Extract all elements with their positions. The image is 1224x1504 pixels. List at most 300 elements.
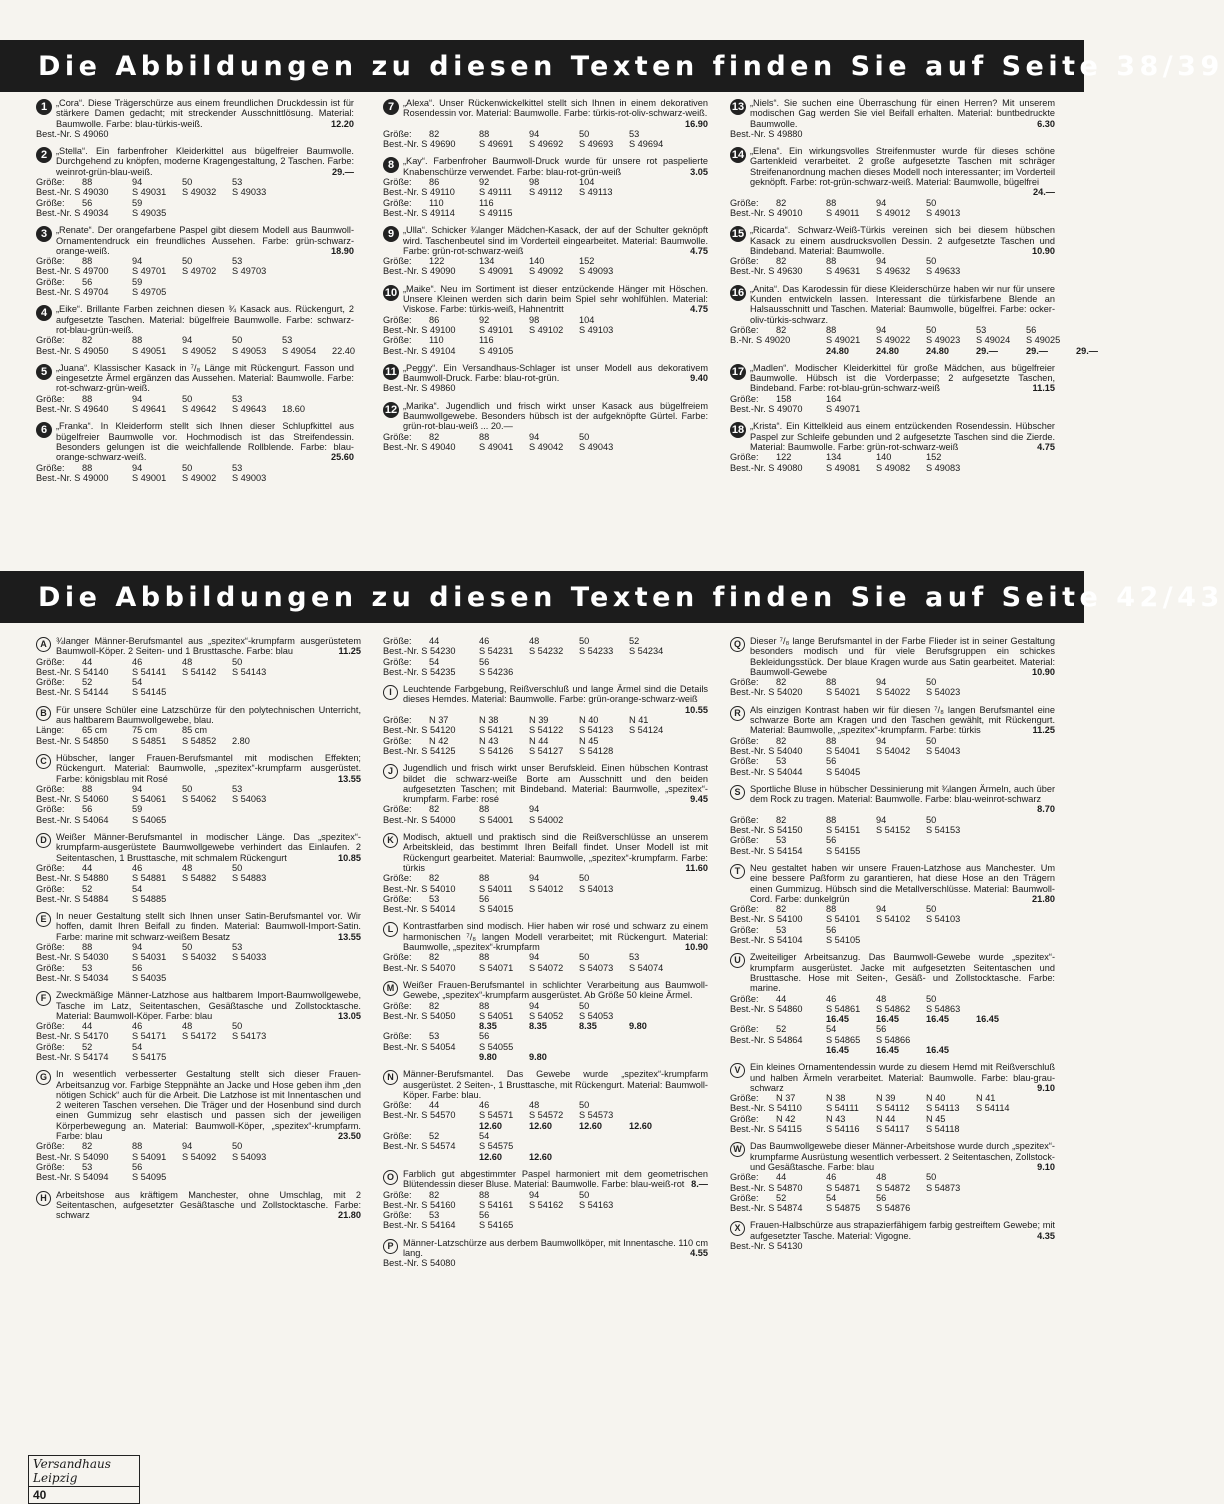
entry-header: [36, 1069, 361, 1141]
size-order-row: [730, 815, 1055, 825]
row-cell: S 54861: [826, 1003, 861, 1014]
row-cell: N 39: [876, 1093, 896, 1104]
row-cell: S 54876: [876, 1203, 911, 1214]
row-cell: 52: [776, 1192, 787, 1203]
size-order-row: [36, 1052, 361, 1062]
size-order-row: [730, 846, 1055, 856]
size-order-row: [36, 884, 361, 894]
size-order-row: [383, 198, 708, 208]
row-cell: Best.-Nr. S 54850: [36, 735, 109, 746]
entry-header: [730, 705, 1055, 736]
entry-header: [36, 304, 354, 335]
size-order-row: [383, 1200, 708, 1210]
row-cell: S 54118: [926, 1124, 960, 1135]
entry-header: [36, 753, 361, 784]
row-cell: 50: [579, 1100, 590, 1111]
row-cell: 50: [926, 735, 937, 746]
entry-text: Kontrastfarben sind modisch. Hier haben wir rosé und schwarz zu einem harmonischen ⁷/₈ langen Modell verarbeitet; mit Rückengurt. Material: Baumwolle, „spezitex“-krumpfarm: [403, 921, 708, 953]
size-order-row: [730, 129, 1055, 139]
row-cell: S 49631: [826, 266, 861, 277]
row-cell: 50: [232, 335, 243, 346]
row-cell: Größe:: [730, 904, 759, 915]
row-cell: Größe:: [383, 1000, 412, 1011]
entry-text: Frauen-Halbschürze aus strapazierfähigem farbig gestreiftem Gewebe; mit aufgesetzter Tasche. Material: Vigogne.: [750, 1220, 1055, 1241]
row-cell: 48: [182, 1021, 193, 1032]
size-order-row: [36, 287, 354, 297]
size-order-row: [36, 725, 361, 735]
row-cell: 134: [826, 452, 842, 463]
row-cell: S 54171: [132, 1031, 167, 1042]
row-cell: Größe:: [383, 335, 412, 346]
row-cell: N 38: [826, 1093, 846, 1104]
entry-description: [403, 1069, 708, 1100]
size-order-row: [730, 835, 1055, 845]
size-order-row: [383, 894, 708, 904]
row-cell: S 54123: [579, 725, 614, 736]
row-cell: N 38: [479, 715, 499, 726]
catalog-entry: [730, 1141, 1055, 1213]
row-cell: 56: [826, 756, 837, 767]
row-cell: N 42: [776, 1113, 796, 1124]
row-cell: Best.-Nr. S 54170: [36, 1031, 109, 1042]
row-cell: 53: [232, 256, 243, 267]
row-cell: 82: [429, 128, 440, 139]
row-cell: 88: [826, 197, 837, 208]
entry-description: [750, 1141, 1055, 1172]
row-cell: Größe:: [383, 656, 412, 667]
entry-marker: D: [36, 833, 51, 848]
row-cell: 94: [132, 256, 143, 267]
row-cell: 16.45: [826, 1044, 849, 1055]
entry-marker: 17: [731, 365, 745, 378]
size-order-row: [36, 187, 354, 197]
row-cell: 104: [579, 314, 595, 325]
entry-description: [403, 980, 708, 1001]
bottom-column-3: [730, 636, 1055, 1258]
row-cell: 50: [926, 256, 937, 267]
entry-marker: 11: [383, 364, 399, 380]
row-cell: 56: [479, 1031, 490, 1042]
size-order-row: [36, 973, 361, 983]
entry-description: [750, 1062, 1055, 1093]
entry-description: [56, 705, 361, 726]
size-order-row: [383, 346, 708, 356]
entry-text: „Renate“. Der orangefarbene Paspel gibt diesem Modell aus Baumwoll-Ornamentendruck ein freundliches Aussehen. Farbe: grün-schwarz-orange-weiß.: [56, 225, 354, 256]
entry-description: [56, 146, 354, 177]
entry-text: „Elena“. Ein wirkungsvolles Streifenmuster wurde für dieses schöne Gartenkleid verarbeitet. 2 große aufgesetzte Taschen mit schräger Streifenanordnung machen dieses Modell noch interessanter; im Vorderteil geknöpft. Farbe: rot-grün-schwarz-weiß. Material: Baumwolle, bügelfrei: [750, 146, 1055, 188]
catalog-entry: [36, 363, 354, 414]
entry-marker: K: [383, 833, 398, 848]
entry-marker: 8: [383, 157, 399, 173]
entry-header: [730, 952, 1055, 993]
row-cell: S 54151: [826, 825, 861, 836]
entry-description: [56, 225, 354, 256]
size-order-row: [383, 746, 708, 756]
row-cell: Best.-Nr. S 54864: [730, 1034, 803, 1045]
row-cell: S 54162: [529, 1199, 564, 1210]
row-cell: 59: [132, 276, 143, 287]
catalog-entry: [730, 146, 1055, 218]
row-cell: Best.-Nr. S 54094: [36, 1172, 109, 1183]
row-cell: 16.45: [826, 1014, 849, 1025]
size-order-row: [730, 914, 1055, 924]
row-cell: Größe:: [383, 873, 412, 884]
row-cell: Größe:: [383, 893, 412, 904]
entry-price: 12.20: [331, 118, 354, 129]
row-cell: Best.-Nr. S 49070: [730, 404, 803, 415]
entry-marker: T: [730, 864, 745, 879]
size-order-row: [36, 1031, 361, 1041]
catalog-entry: [36, 225, 354, 297]
entry-description: [750, 1220, 1055, 1241]
row-cell: Best.-Nr. S 49630: [730, 266, 803, 277]
row-cell: 48: [182, 862, 193, 873]
size-order-row: [383, 1021, 708, 1031]
catalog-entry: [730, 421, 1055, 472]
row-cell: S 54045: [826, 766, 861, 777]
row-cell: 82: [429, 1000, 440, 1011]
entry-header: [730, 363, 1055, 394]
row-cell: S 54163: [579, 1199, 614, 1210]
row-cell: S 54114: [976, 1103, 1010, 1114]
row-cell: Best.-Nr. S 54034: [36, 972, 109, 983]
entry-header: [36, 1190, 361, 1221]
row-cell: 50: [232, 656, 243, 667]
entry-price: 11.60: [685, 862, 708, 873]
row-cell: 94: [876, 324, 887, 335]
row-cell: [730, 346, 826, 356]
entry-marker: 3: [36, 226, 52, 242]
size-order-row: [730, 394, 1055, 404]
row-cell: S 54012: [529, 883, 564, 894]
row-cell: S 54871: [826, 1182, 861, 1193]
entry-header: [36, 98, 354, 129]
row-cell: S 49692: [529, 139, 564, 150]
row-cell: S 54001: [479, 814, 514, 825]
row-cell: 82: [776, 735, 787, 746]
entry-header: [383, 921, 708, 952]
row-cell: 88: [479, 128, 490, 139]
catalog-entry: [36, 1190, 361, 1221]
entry-description: [403, 225, 708, 256]
row-cell: 50: [579, 1189, 590, 1200]
row-cell: 88: [479, 873, 490, 884]
entry-marker: 15: [731, 228, 745, 241]
row-cell: Größe:: [730, 452, 759, 463]
entry-text: „Marika“. Jugendlich und frisch wirkt unser Kasack aus bügelfreiem Baumwollgewebe. Besonders hübsch ist der aufgeknöpfte Gürtel. Farbe: grün-rot-blau-weiß ... 20.—: [403, 400, 708, 432]
entry-marker: 6: [36, 422, 52, 438]
row-cell: S 54074: [629, 962, 664, 973]
catalog-entry: [383, 636, 708, 677]
row-cell: 50: [232, 862, 243, 873]
row-cell: 48: [182, 656, 193, 667]
row-cell: Best.-Nr. S 54115: [730, 1124, 802, 1135]
size-order-row: [383, 884, 708, 894]
size-order-row: [730, 256, 1055, 266]
row-cell: [730, 1014, 826, 1024]
entry-header: [383, 1169, 708, 1190]
size-order-row: [383, 667, 708, 677]
row-cell: 88: [82, 177, 93, 188]
row-cell: 164: [826, 393, 842, 404]
entry-header: [36, 911, 361, 942]
catalog-entry: [383, 1169, 708, 1231]
row-cell: S 49054: [282, 345, 317, 356]
row-cell: 9.80: [529, 1051, 547, 1062]
row-cell: S 54072: [529, 962, 564, 973]
row-cell: Größe:: [36, 883, 65, 894]
catalog-entry: [383, 363, 708, 394]
catalog-entry: [383, 225, 708, 276]
row-cell: 12.60: [529, 1151, 552, 1162]
row-cell: 116: [479, 335, 494, 346]
row-cell: S 54063: [232, 794, 267, 805]
row-cell: S 49111: [479, 187, 512, 198]
entry-description: [403, 401, 708, 432]
row-cell: 158: [776, 393, 792, 404]
entry-text: „Franka“. In Kleiderform stellt sich Ihnen dieser Schlupfkittel aus bügelfreier Baumwolle vor. Hochmodisch ist das Streifendessin. Besonders gelungen ist die weichfallende Rollblende. Farbe: blau-orange-schwarz-weiß.: [56, 421, 354, 463]
row-cell: S 49105: [479, 345, 514, 356]
entry-marker: X: [730, 1221, 745, 1236]
row-cell: 110: [429, 197, 444, 208]
size-order-row: [383, 715, 708, 725]
row-cell: 56: [132, 962, 143, 973]
row-cell: 16.45: [926, 1014, 949, 1025]
entry-header: [730, 284, 1055, 325]
row-cell: Best.-Nr. S 54104: [730, 935, 803, 946]
row-cell: S 49043: [579, 441, 614, 452]
row-cell: S 54053: [579, 1010, 614, 1021]
row-cell: S 54232: [529, 646, 564, 657]
row-cell: 53: [82, 962, 93, 973]
row-cell: S 49643: [232, 404, 267, 415]
row-cell: 46: [132, 1021, 143, 1032]
row-cell: 44: [776, 993, 787, 1004]
row-cell: Best.-Nr. S 54030: [36, 952, 109, 963]
row-cell: 152: [579, 256, 595, 267]
row-cell: 46: [132, 656, 143, 667]
row-cell: S 54013: [579, 883, 614, 894]
row-cell: 104: [579, 177, 595, 188]
entry-description: [750, 98, 1055, 129]
entry-marker: G: [36, 1070, 51, 1085]
size-order-row: [383, 1121, 708, 1131]
size-order-row: [36, 198, 354, 208]
size-order-row: [383, 266, 708, 276]
row-cell: 12.60: [629, 1120, 652, 1131]
row-cell: 110: [429, 335, 444, 346]
row-cell: S 49083: [926, 462, 961, 473]
row-cell: S 54031: [132, 952, 167, 963]
row-cell: 86: [429, 177, 440, 188]
entry-price: 11.25: [338, 646, 361, 657]
catalog-entry: [383, 284, 708, 356]
row-cell: S 54121: [479, 725, 514, 736]
row-cell: Best.-Nr. S 49104: [383, 345, 456, 356]
row-cell: S 49093: [579, 266, 614, 277]
catalog-entry: [36, 832, 361, 904]
catalog-entry: [730, 784, 1055, 856]
row-cell: S 54155: [826, 845, 861, 856]
entry-price: 9.45: [690, 794, 708, 805]
row-cell: S 54015: [479, 904, 514, 915]
entry-marker: W: [730, 1142, 745, 1157]
row-cell: S 54175: [132, 1051, 167, 1062]
row-cell: S 54023: [926, 687, 961, 698]
row-cell: S 54105: [826, 935, 861, 946]
row-cell: 48: [529, 1100, 540, 1111]
row-cell: S 54152: [876, 825, 911, 836]
row-cell: 54: [826, 1024, 837, 1035]
size-order-row: [383, 325, 708, 335]
row-cell: S 54173: [232, 1031, 267, 1042]
size-order-row: [383, 315, 708, 325]
row-cell: S 49023: [926, 335, 961, 346]
size-order-row: [730, 736, 1055, 746]
size-order-row: [36, 815, 361, 825]
size-order-row: [383, 442, 708, 452]
row-cell: 50: [182, 393, 193, 404]
entry-marker: Q: [730, 637, 745, 652]
entry-header: [383, 225, 708, 256]
row-cell: S 54092: [182, 1151, 217, 1162]
row-cell: Größe:: [383, 1210, 412, 1221]
entry-price: 10.90: [1032, 245, 1055, 256]
row-cell: 82: [82, 335, 93, 346]
entry-text: Zweckmäßige Männer-Latzhose aus haltbarem Import-Baumwollgewebe, Tasche im Latz, Seitentaschen, Gesäßtasche und Zollstocktasche. Material: Baumwoll-Köper. Farbe: blau: [56, 990, 361, 1021]
catalog-entry: [383, 921, 708, 972]
catalog-entry: [36, 304, 354, 355]
row-cell: 88: [82, 256, 93, 267]
size-order-row: [36, 256, 354, 266]
size-order-row: [36, 335, 354, 345]
catalog-entry: [36, 753, 361, 825]
entry-text: Neu gestaltet haben wir unsere Frauen-Latzhose aus Manchester. Um eine bessere Paßform zu garantieren, hat diese Hose an den Trägern einen Gummizug. Hübsch sind die Metallverschlüsse. Material: Baumwoll-Cord. Farbe: dunkelgrün: [750, 862, 1055, 904]
row-cell: 50: [182, 462, 193, 473]
row-cell: Größe:: [730, 1113, 759, 1124]
row-cell: [383, 1021, 479, 1031]
catalog-entry: [36, 990, 361, 1062]
row-cell: S 49052: [182, 345, 217, 356]
size-order-row: [730, 208, 1055, 218]
entry-marker: E: [36, 912, 51, 927]
row-cell: 50: [579, 873, 590, 884]
row-cell: S 54065: [132, 814, 167, 825]
row-cell: S 54153: [926, 825, 961, 836]
catalog-entry: [36, 636, 361, 698]
row-cell: 16.45: [926, 1044, 949, 1055]
entry-marker: 7: [383, 99, 399, 115]
row-cell: Best.-Nr. S 54160: [383, 1199, 456, 1210]
entry-text: „Madlen“. Modischer Kleiderkittel für große Mädchen, aus bügelfreier Baumwolle. Hübsch ist die Vorderpasse; 2 aufgesetzte Taschen, Bindeband. Farbe: rot-blau-grün-schwarz-weiß: [750, 362, 1055, 394]
entry-text: „Krista“. Ein Kittelkleid aus einem entzückenden Rosendessin. Hübscher Paspel zur Schleife gebunden und 2 aufgesetzte Taschen sind die Zierde. Material: Baumwolle. Farbe: grün-rot-schwarz-weiß: [750, 421, 1055, 452]
row-cell: 16.45: [876, 1044, 899, 1055]
row-cell: Best.-Nr. S 54874: [730, 1203, 803, 1214]
row-cell: S 54061: [132, 794, 167, 805]
size-order-row: [383, 904, 708, 914]
entry-price: 9.10: [1037, 1161, 1055, 1172]
size-order-row: [383, 129, 708, 139]
row-cell: 88: [826, 735, 837, 746]
size-order-row: [36, 1021, 361, 1031]
size-order-row: [36, 736, 361, 746]
row-cell: 44: [776, 1172, 787, 1183]
row-cell: Best.-Nr. S 54230: [383, 646, 456, 657]
entry-marker: B: [36, 706, 51, 721]
row-cell: S 54011: [479, 883, 513, 894]
row-cell: 88: [82, 462, 93, 473]
entry-description: [56, 753, 361, 784]
row-cell: S 54116: [826, 1124, 860, 1135]
row-cell: Best.-Nr. S 54110: [730, 1103, 802, 1114]
row-cell: S 54571: [479, 1110, 514, 1121]
size-order-row: [730, 1004, 1055, 1014]
row-cell: 56: [82, 197, 93, 208]
entry-header: [383, 763, 708, 804]
catalog-entry: [383, 763, 708, 825]
row-cell: 85 cm: [182, 725, 208, 736]
row-cell: N 45: [926, 1113, 946, 1124]
row-cell: 56: [826, 924, 837, 935]
row-cell: 94: [529, 1189, 540, 1200]
row-cell: Best.-Nr. S 54164: [383, 1220, 456, 1231]
row-cell: 88: [826, 904, 837, 915]
row-cell: S 54572: [529, 1110, 564, 1121]
row-cell: Größe:: [383, 715, 412, 726]
row-cell: 88: [132, 335, 143, 346]
row-cell: N 42: [429, 735, 449, 746]
size-order-row: [36, 963, 361, 973]
page-number: 40: [33, 1488, 47, 1502]
size-order-row: [36, 667, 361, 677]
row-cell: 53: [429, 893, 440, 904]
row-cell: S 49053: [232, 345, 267, 356]
row-cell: S 54231: [479, 646, 514, 657]
size-order-row: [730, 1193, 1055, 1203]
row-cell: 82: [776, 197, 787, 208]
size-order-row: [36, 266, 354, 276]
row-cell: 98: [529, 314, 540, 325]
row-cell: 82: [776, 256, 787, 267]
entry-price: 4.75: [690, 304, 708, 315]
entry-description: [750, 421, 1055, 452]
row-cell: 50: [579, 128, 590, 139]
row-cell: S 49071: [826, 404, 861, 415]
row-cell: 50: [926, 1172, 937, 1183]
size-order-row: [383, 873, 708, 883]
row-cell: 46: [479, 636, 490, 646]
row-cell: S 54866: [876, 1034, 911, 1045]
row-cell: 48: [876, 1172, 887, 1183]
row-cell: S 49024: [976, 335, 1011, 346]
row-cell: S 49101: [479, 324, 514, 335]
row-cell: S 54141: [132, 666, 167, 677]
row-cell: 50: [232, 1021, 243, 1032]
entry-header: [730, 1062, 1055, 1093]
entry-description: [403, 363, 708, 384]
row-cell: Größe:: [36, 1021, 65, 1032]
row-cell: Größe:: [36, 256, 65, 267]
row-cell: S 54041: [826, 745, 861, 756]
row-cell: 88: [826, 677, 837, 688]
row-cell: Best.-Nr. S 49060: [36, 128, 109, 139]
size-order-row: [730, 1024, 1055, 1034]
row-cell: Best.-Nr. S 54174: [36, 1051, 109, 1062]
row-cell: 88: [826, 814, 837, 825]
row-cell: 59: [132, 197, 143, 208]
entry-header: [36, 146, 354, 177]
publisher-brand: Versandhaus Leipzig: [29, 1456, 139, 1487]
